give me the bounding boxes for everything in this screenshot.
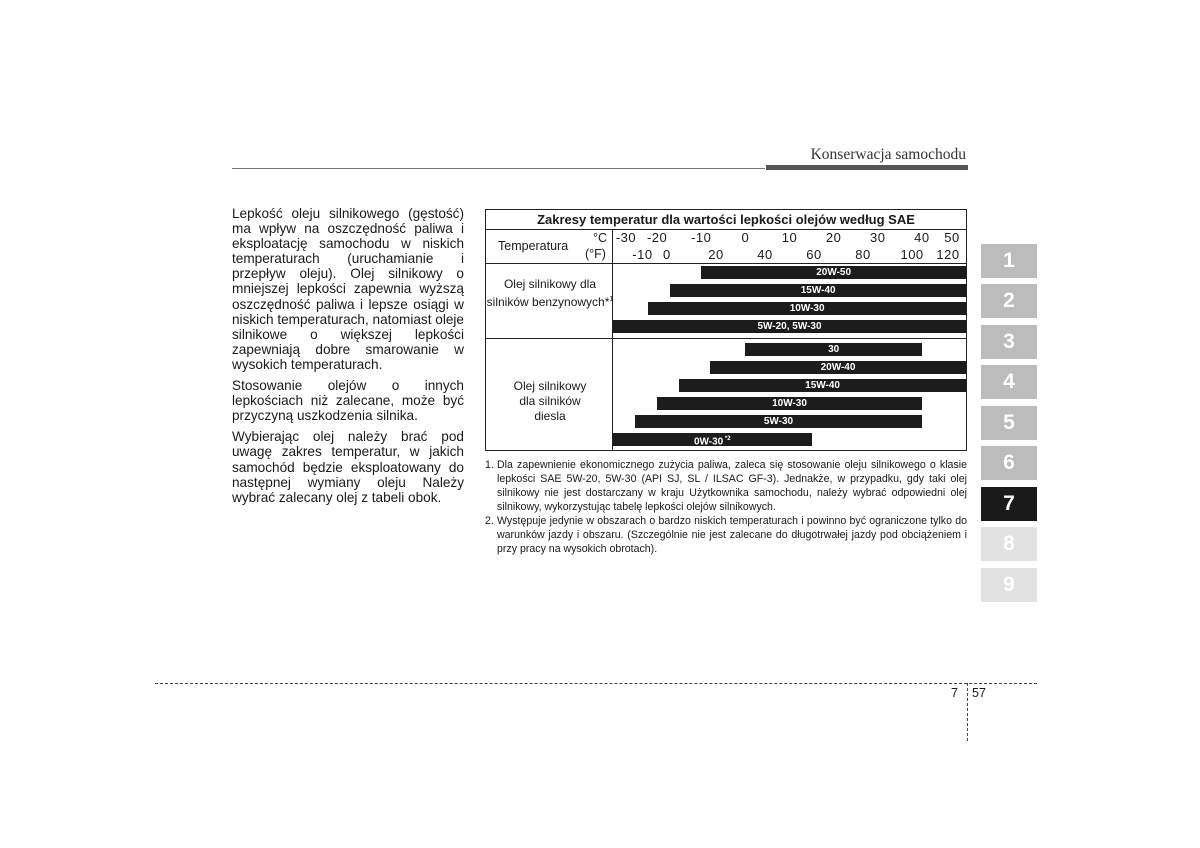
footnote-number: 1. — [485, 459, 494, 471]
chapter-tab-6[interactable]: 6 — [981, 446, 1037, 480]
intro-paragraph: Stosowanie olejów o innych lepkościach niż zalecane, może być przyczyną uszkodzenia silnika. — [232, 378, 464, 424]
fahrenheit-tick-label: 100 — [900, 247, 924, 262]
viscosity-bar-20w-40: 20W-40 — [710, 361, 966, 374]
page-number: 57 — [972, 686, 986, 700]
viscosity-bar-15w-40: 15W-40 — [679, 379, 966, 392]
intro-text — [232, 206, 464, 511]
footer-rule — [155, 683, 1037, 684]
chapter-tab-1[interactable]: 1 — [981, 244, 1037, 278]
chapter-tab-4[interactable]: 4 — [981, 365, 1037, 399]
intro-paragraph: Wybierając olej należy brać pod uwagę zakres temperatur, w jakich samochód będzie eksploatowany do następnej wymiany oleju Należy wybrać zalecany olej z tabeli obok. — [232, 429, 464, 505]
intro-paragraph: Lepkość oleju silnikowego (gęstość) ma wpływ na oszczędność paliwa i eksploatację samochodu w niskich temperaturach (uruchamianie i przepływ oleju). Olej silnikowy o mniejszej lepkości zapewnia wyższą oszczędność paliwa i lepsze osiągi w niskich temperaturach, natomiast oleje silnikowe o większej lepkości zapewniają dobre smarowanie w wysokich temperaturach. — [232, 206, 464, 372]
celsius-tick-label: 50 — [944, 230, 960, 245]
footnote — [485, 458, 967, 514]
celsius-tick-label: -10 — [691, 230, 712, 245]
celsius-tick-label: -20 — [646, 230, 668, 245]
table-divider — [612, 230, 613, 451]
gasoline-footnote-mark: 1 — [609, 296, 614, 303]
viscosity-bar-10w-30: 10W-30 — [648, 302, 966, 315]
celsius-tick-label: 0 — [741, 230, 750, 245]
chapter-tab-2[interactable]: 2 — [981, 284, 1037, 318]
celsius-tick-label: 10 — [781, 230, 798, 245]
celsius-tick-label: 40 — [914, 230, 930, 245]
fahrenheit-tick-label: 80 — [855, 247, 871, 262]
viscosity-table — [485, 209, 967, 451]
fahrenheit-tick-label: 120 — [936, 247, 960, 262]
chapter-tab-7[interactable]: 7 — [981, 487, 1037, 521]
gasoline-label-text: Olej silnikowy dla silników benzynowych* — [486, 277, 610, 309]
viscosity-bar-5w-20-5w-30: 5W-20, 5W-30 — [613, 320, 966, 333]
gasoline-row-label — [486, 277, 614, 310]
viscosity-bar-10w-30: 10W-30 — [657, 397, 922, 410]
footnote-text: Występuje jedynie w obszarach o bardzo niskich temperaturach i powinno być ograniczone tylko do warunków jazdy i obszaru. (Szczególnie nie jest zalecane do długotrwałej jazdy pod obciążeniem i przy pracy na wysokich obrotach). — [497, 515, 967, 555]
fahrenheit-tick-label: 60 — [806, 247, 822, 262]
fahrenheit-tick-label: 40 — [757, 247, 773, 262]
diesel-footnote-mark: *2 — [723, 436, 731, 442]
chapter-tab-3[interactable]: 3 — [981, 325, 1037, 359]
diesel-row-label: Olej silnikowy dla silników diesla — [513, 379, 587, 423]
celsius-tick-label: 30 — [870, 230, 886, 245]
temperature-label: Temperatura — [498, 239, 569, 253]
footnotes — [485, 458, 967, 556]
fahrenheit-unit: (°F) — [585, 247, 606, 261]
viscosity-bar-20w-50: 20W-50 — [701, 266, 966, 279]
table-divider — [486, 263, 966, 264]
page-header-title: Konserwacja samochodu — [810, 146, 966, 163]
viscosity-bar-0w-30: 0W-30 $^{*2}$ — [613, 433, 812, 446]
header-rule — [232, 168, 765, 169]
header-accent-bar — [766, 165, 968, 170]
fahrenheit-tick-label: -10 — [632, 247, 653, 262]
viscosity-bar-15w-40: 15W-40 — [670, 284, 966, 297]
chapter-tab-5[interactable]: 5 — [981, 406, 1037, 440]
celsius-unit: °C — [593, 231, 608, 245]
footnote-text: Dla zapewnienie ekonomicznego zużycia paliwa, zaleca się stosowanie oleju silnikowego o klasie lepkości SAE 5W-20, 5W-30 (API SJ, SL / ILSAC GF-3). Jednakże, w przypadku, gdy taki olej silnikowy nie jest dostarczany w kraju Użytkownika samochodu, należy wybrać odpowiedni olej silnikowy, wykorzystując tabelę lepkości olejów silnikowych. — [497, 459, 967, 513]
footnote-number: 2. — [485, 515, 494, 527]
footnote — [485, 514, 967, 556]
fahrenheit-tick-label: 0 — [663, 247, 671, 262]
table-title: Zakresy temperatur dla wartości lepkości olejów według SAE — [486, 210, 966, 230]
celsius-tick-label: -30 — [615, 230, 637, 245]
chapter-tab-8[interactable]: 8 — [981, 527, 1037, 561]
celsius-tick-label: 20 — [825, 230, 842, 245]
viscosity-bar-30: 30 — [745, 343, 922, 356]
section-number: 7 — [951, 686, 958, 700]
table-divider — [486, 338, 966, 339]
footer-divider — [967, 683, 968, 741]
fahrenheit-tick-label: 20 — [708, 247, 724, 262]
viscosity-bar-5w-30: 5W-30 — [635, 415, 922, 428]
chapter-tab-9[interactable]: 9 — [981, 568, 1037, 602]
